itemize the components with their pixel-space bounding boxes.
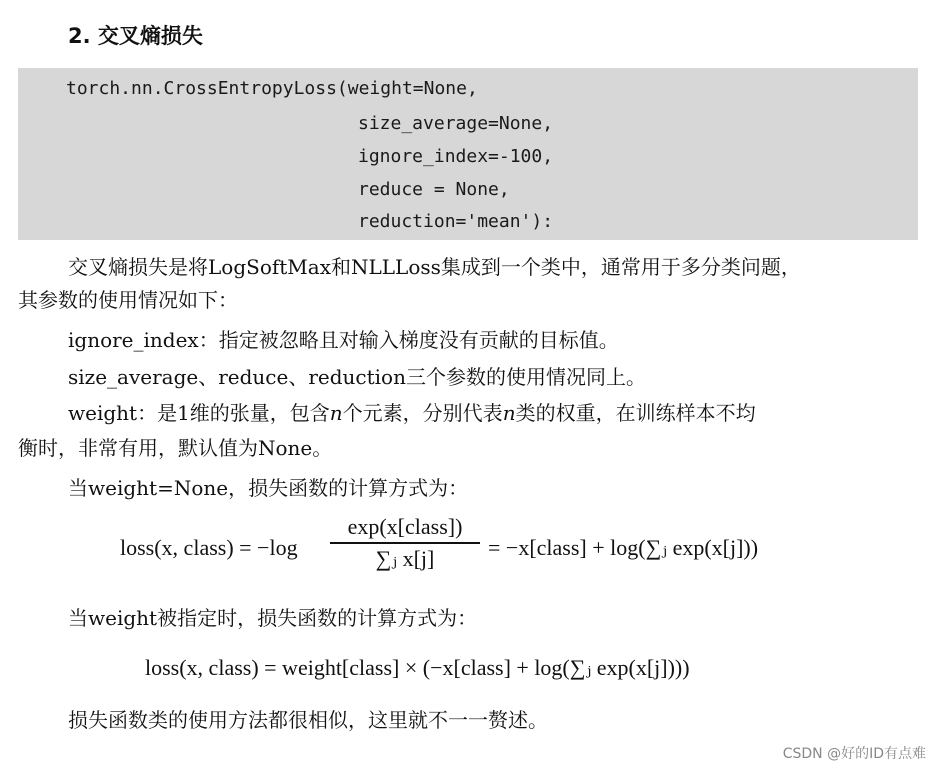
paragraph-weight-line1 xyxy=(68,398,756,428)
code-line-2: size_average=None, xyxy=(358,113,554,134)
paragraph-size-average: size_average、reduce、reduction三个参数的使用情况同上。 xyxy=(68,365,646,389)
paragraph-weight-none: 当weight=None，损失函数的计算方式为： xyxy=(68,476,469,500)
paragraph-intro-line1: 交叉熵损失是将LogSoftMax和NLLLoss集成到一个类中，通常用于多分类问题， xyxy=(68,255,801,279)
code-line-3: ignore_index=-100, xyxy=(358,146,554,167)
formula-1-rhs: = −x[class] + log(∑ⱼ exp(x[j])) xyxy=(488,535,759,560)
weight-n-1: n xyxy=(329,401,343,425)
formula-2: loss(x, class) = weight[class] × (−x[class] + log(∑ⱼ exp(x[j]))) xyxy=(145,655,690,680)
weight-text-a: weight：是1维的张量，包含 xyxy=(68,401,330,425)
paragraph-weight-line2: 衡时，非常有用，默认值为None。 xyxy=(18,436,333,460)
code-block xyxy=(18,68,918,240)
code-line-4: reduce = None, xyxy=(358,179,510,200)
paragraph-closing: 损失函数类的使用方法都很相似，这里就不一一赘述。 xyxy=(68,708,548,732)
code-line-1: torch.nn.CrossEntropyLoss(weight=None, xyxy=(66,78,478,99)
formula-1-fraction xyxy=(330,514,480,572)
csdn-watermark: CSDN @好的ID有点难 xyxy=(782,746,926,762)
formula-1-numerator: exp(x[class]) xyxy=(347,514,463,539)
weight-text-b: 个元素，分别代表 xyxy=(342,401,503,425)
section-heading: 2. 交叉熵损失 xyxy=(68,24,203,48)
fraction-bar xyxy=(330,542,480,544)
paragraph-intro-line2: 其参数的使用情况如下： xyxy=(18,288,238,312)
paragraph-ignore-index: ignore_index：指定被忽略且对输入梯度没有贡献的目标值。 xyxy=(68,328,619,352)
formula-1-denominator: ∑ⱼ x[j] xyxy=(375,546,435,571)
paragraph-weight-specified: 当weight被指定时，损失函数的计算方式为： xyxy=(68,606,478,630)
weight-text-c: 类的权重，在训练样本不均 xyxy=(515,401,756,425)
formula-1-lhs: loss(x, class) = −log xyxy=(120,535,298,560)
code-line-5: reduction='mean'): xyxy=(358,211,554,232)
weight-n-2: n xyxy=(502,401,516,425)
